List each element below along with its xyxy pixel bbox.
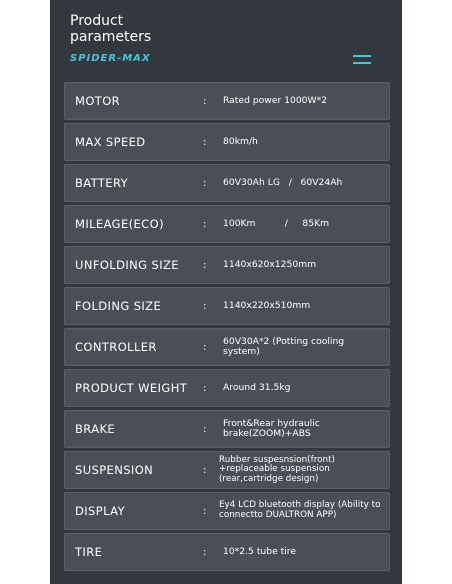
hamburger-menu-icon[interactable]: [353, 55, 371, 64]
spec-label: MAX SPEED: [75, 135, 146, 149]
spec-separator: :: [203, 300, 207, 312]
spec-separator: :: [203, 382, 207, 394]
spec-label: PRODUCT WEIGHT: [75, 381, 188, 395]
spec-value: 60V30Ah LG / 60V24Ah: [223, 177, 343, 188]
spec-row-motor: [64, 82, 390, 120]
spec-row-controller: [64, 328, 390, 366]
spec-value: Rubber suspesnsion(front) +replaceable suspension (rear,cartridge design): [219, 454, 335, 484]
spec-value: 100Km / 85Km: [223, 218, 330, 229]
page-title: Product parameters: [70, 13, 152, 45]
spec-label: BATTERY: [75, 176, 129, 190]
spec-label: BRAKE: [75, 422, 116, 436]
spec-value: Ey4 LCD bluetooth display (Ability to connectto DUALTRON APP): [219, 500, 381, 520]
spec-label: SUSPENSION: [75, 463, 154, 477]
spec-separator: :: [203, 423, 207, 435]
spec-row-max-speed: [64, 123, 390, 161]
spec-row-battery: [64, 164, 390, 202]
spec-separator: :: [203, 218, 207, 230]
spec-value: Front&Rear hydraulic brake(ZOOM)+ABS: [223, 418, 320, 439]
spec-row-product-weight: [64, 369, 390, 407]
menu-line: [353, 62, 371, 64]
spec-row-suspension: [64, 451, 390, 489]
spec-label: DISPLAY: [75, 504, 125, 518]
spec-separator: :: [203, 341, 207, 353]
menu-line: [353, 55, 371, 57]
spec-separator: :: [203, 136, 207, 148]
spec-separator: :: [203, 95, 207, 107]
spec-row-display: [64, 492, 390, 530]
spec-value: Rated power 1000W*2: [223, 95, 328, 106]
product-parameters-panel: [50, 0, 402, 584]
spec-row-tire: [64, 533, 390, 571]
spec-label: MILEAGE(ECO): [75, 217, 164, 231]
brand-logo: SPIDER-MAX: [70, 53, 151, 64]
spec-row-folding-size: [64, 287, 390, 325]
spec-row-brake: [64, 410, 390, 448]
spec-label: CONTROLLER: [75, 340, 157, 354]
spec-value: 1140x220x510mm: [223, 300, 311, 311]
spec-value: 60V30A*2 (Potting cooling system): [223, 336, 345, 357]
spec-value: 80km/h: [223, 136, 258, 147]
spec-row-unfolding-size: [64, 246, 390, 284]
spec-separator: :: [203, 177, 207, 189]
spec-value: 1140x620x1250mm: [223, 259, 317, 270]
spec-separator: :: [203, 505, 207, 517]
spec-separator: :: [203, 464, 207, 476]
spec-label: TIRE: [75, 545, 103, 559]
spec-value: Around 31.5kg: [223, 382, 291, 393]
spec-label: MOTOR: [75, 94, 121, 108]
spec-value: 10*2.5 tube tire: [223, 546, 297, 557]
spec-label: UNFOLDING SIZE: [75, 258, 179, 272]
spec-row-mileage: [64, 205, 390, 243]
spec-label: FOLDING SIZE: [75, 299, 162, 313]
spec-separator: :: [203, 259, 207, 271]
spec-separator: :: [203, 546, 207, 558]
